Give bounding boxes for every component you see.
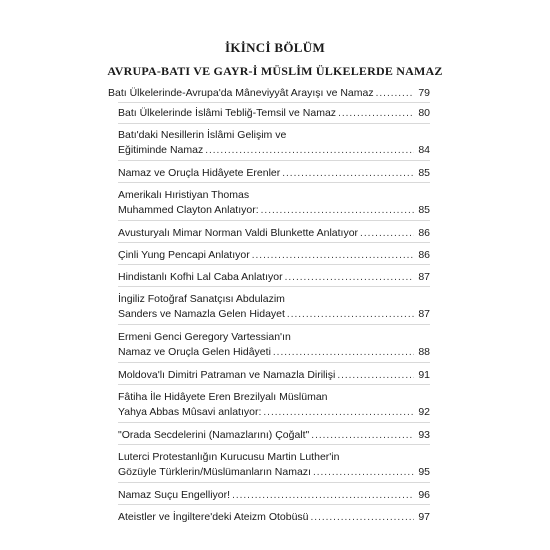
entry-divider (118, 362, 430, 363)
toc-entry[interactable] (118, 368, 430, 383)
toc-entry-page-number: 96 (418, 489, 430, 501)
toc-entry-title: Hindistanlı Kofhi Lal Caba Anlatıyor (118, 271, 283, 283)
toc-entry-page-number: 80 (418, 107, 430, 119)
dot-leader (285, 270, 414, 285)
toc-entry-page-number: 97 (418, 511, 430, 523)
toc-entry[interactable] (118, 292, 430, 322)
section-heading: AVRUPA-BATI VE GAYR-İ MÜSLİM ÜLKELERDE NAMAZ (107, 64, 443, 78)
entry-divider (118, 286, 430, 287)
dot-leader (337, 368, 414, 383)
entry-divider (118, 264, 430, 265)
toc-entry-title: Sanders ve Namazla Gelen Hidayet (118, 308, 285, 320)
toc-entry[interactable] (118, 188, 430, 218)
toc-entry-line-last (118, 143, 430, 158)
toc-entry-line (118, 390, 430, 405)
entry-divider (118, 242, 430, 243)
dot-leader (287, 307, 414, 322)
chapter-heading: İKİNCİ BÖLÜM (224, 40, 326, 55)
toc-entry-page-number: 88 (418, 346, 430, 358)
toc-entry-line-last (118, 307, 430, 322)
toc-entry-page-number: 95 (418, 466, 430, 478)
entry-divider (118, 444, 430, 445)
toc-entry-line (118, 292, 430, 307)
toc-entry-title: Namaz ve Oruçla Gelen Hidâyeti (118, 346, 271, 358)
entry-divider (118, 482, 430, 483)
toc-entry-page-number: 93 (418, 429, 430, 441)
toc-entry-title: Eğitiminde Namaz (118, 144, 204, 156)
toc-entry-line-last (118, 368, 430, 383)
dot-leader (261, 203, 414, 218)
toc-entry-title: Muhammed Clayton Anlatıyor: (118, 204, 259, 216)
dot-leader (205, 143, 414, 158)
toc-entry-title: Luterci Protestanlığın Kurucusu Martin Luther'in (118, 451, 340, 463)
entry-divider (118, 504, 430, 505)
toc-entry-title: "Orada Secdelerini (Namazlarını) Çoğalt" (118, 429, 310, 441)
toc-entry-title: Amerikalı Hıristiyan Thomas (118, 189, 250, 201)
entry-divider (118, 123, 430, 124)
toc-entry-line-last (118, 270, 430, 285)
toc-entry-page-number: 84 (418, 144, 430, 156)
dot-leader (360, 226, 414, 241)
toc-entry-title: Batı Ülkelerinde-Avrupa'da Mâneviyyât Arayışı ve Namaz (108, 87, 374, 99)
toc-entry-line-last (118, 226, 430, 241)
dot-leader (313, 465, 414, 480)
toc-entry[interactable] (118, 488, 430, 503)
dot-leader (338, 106, 414, 121)
toc-entry-page-number: 86 (418, 227, 430, 239)
toc-entry-page-number: 79 (418, 87, 430, 99)
toc-entry-line (118, 330, 430, 345)
toc-entry[interactable] (118, 428, 430, 443)
entry-divider (118, 324, 430, 325)
toc-entry-line (118, 450, 430, 465)
toc-entry[interactable] (118, 226, 430, 241)
toc-entry-line-last (118, 510, 430, 525)
toc-entry-title: Namaz ve Oruçla Hidâyete Erenler (118, 167, 281, 179)
toc-entry-title: Avusturyalı Mimar Norman Valdi Blunkette Anlatıyor (118, 227, 359, 239)
toc-entry-line-last (118, 203, 430, 218)
dot-leader (311, 510, 414, 525)
toc-entry-title: Ateistler ve İngiltere'deki Ateizm Otobüsü (118, 511, 309, 523)
entry-divider (118, 102, 430, 103)
entry-divider (118, 422, 430, 423)
dot-leader (232, 488, 414, 503)
toc-entry-title: Batı Ülkelerinde İslâmi Tebliğ-Temsil ve Namaz (118, 107, 337, 119)
toc-entry-line-last (118, 106, 430, 121)
toc-entry[interactable] (118, 270, 430, 285)
dot-leader (252, 248, 414, 263)
toc-entry[interactable] (118, 450, 430, 480)
toc-entry-line-last (118, 166, 430, 181)
toc-entry-title: Fâtiha İle Hidâyete Eren Brezilyalı Müslüman (118, 391, 328, 403)
toc-entry-title: Namaz Suçu Engelliyor! (118, 489, 231, 501)
toc-entry-page-number: 85 (418, 204, 430, 216)
entry-divider (118, 182, 430, 183)
toc-entry-page-number: 87 (418, 271, 430, 283)
toc-entry[interactable] (118, 166, 430, 181)
toc-entry-line (118, 188, 430, 203)
toc-entry-page-number: 87 (418, 308, 430, 320)
toc-entry-line-last (118, 488, 430, 503)
toc-entry-title: Moldova'lı Dimitri Patraman ve Namazla Dirilişi (118, 369, 336, 381)
toc-entry-title: Gözüyle Türklerin/Müslümanların Namazı (118, 466, 311, 478)
toc-entry-line-last (118, 405, 430, 420)
toc-entry-line-last (118, 345, 430, 360)
toc-entry-line-last (118, 428, 430, 443)
dot-leader (273, 345, 414, 360)
toc-entry[interactable] (118, 106, 430, 121)
toc-entry-page-number: 86 (418, 249, 430, 261)
entry-divider (118, 384, 430, 385)
toc-entry-page-number: 91 (418, 369, 430, 381)
dot-leader (282, 166, 414, 181)
entry-divider (118, 220, 430, 221)
dot-leader (311, 428, 414, 443)
toc-entry-title: Ermeni Genci Geregory Vartessian'ın (118, 331, 291, 343)
dot-leader (376, 86, 414, 101)
entry-divider (118, 160, 430, 161)
toc-entry[interactable] (118, 510, 430, 525)
toc-entry[interactable] (118, 128, 430, 158)
toc-entry-title: Çinli Yung Pencapi Anlatıyor (118, 249, 250, 261)
toc-entry[interactable] (108, 86, 430, 101)
toc-entry-line-last (108, 86, 430, 101)
toc-entry-line-last (118, 465, 430, 480)
toc-entry-title: Yahya Abbas Mûsavi anlatıyor: (118, 406, 262, 418)
toc-entry-title: Batı'daki Nesillerin İslâmi Gelişim ve (118, 129, 287, 141)
toc-entry[interactable] (118, 248, 430, 263)
toc-entry-title: İngiliz Fotoğraf Sanatçısı Abdulazim (118, 293, 285, 305)
toc-entry-line (118, 128, 430, 143)
toc-entry-line-last (118, 248, 430, 263)
dot-leader (263, 405, 414, 420)
toc-entry[interactable] (118, 330, 430, 360)
toc-entry[interactable] (118, 390, 430, 420)
toc-entry-page-number: 85 (418, 167, 430, 179)
toc-entry-page-number: 92 (418, 406, 430, 418)
